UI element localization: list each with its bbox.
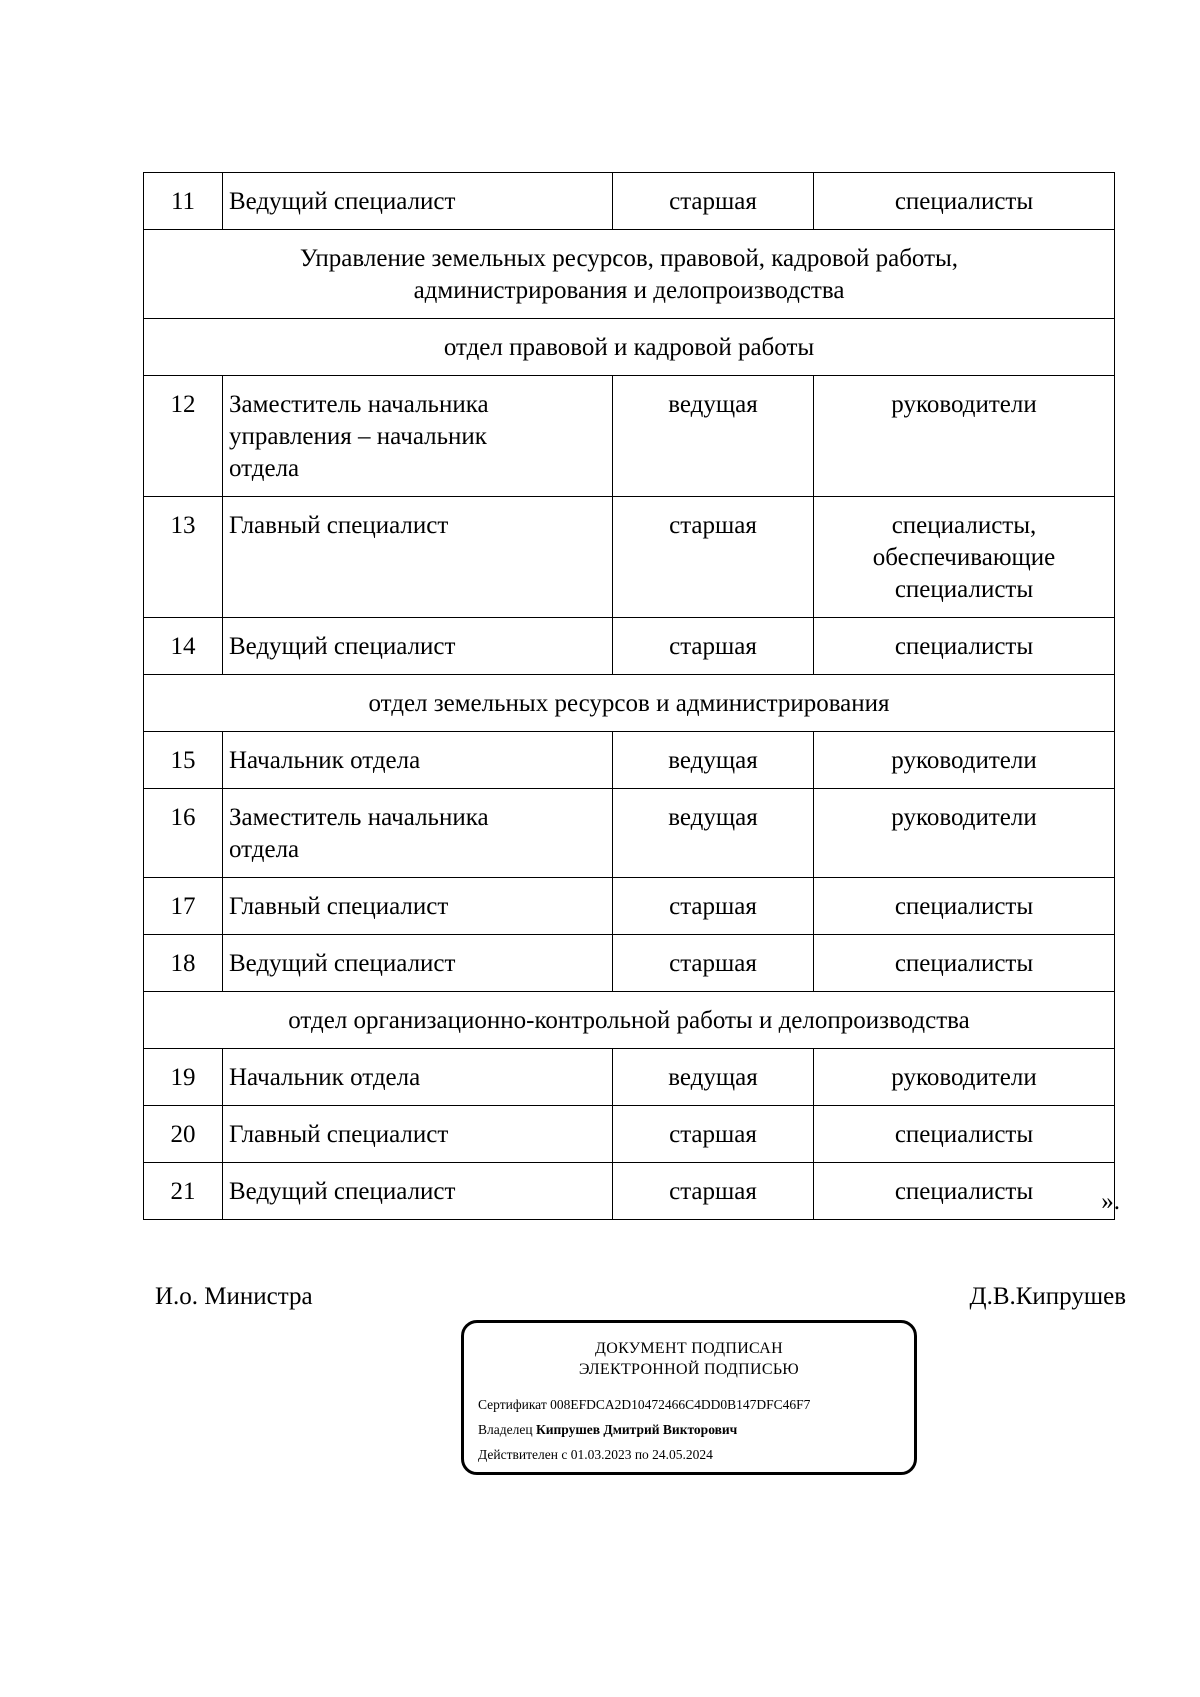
stamp-valid-from-label: с bbox=[561, 1447, 568, 1462]
table-row bbox=[144, 173, 1115, 230]
stamp-cert-label: Сертификат bbox=[478, 1397, 547, 1412]
stamp-title-line1: ДОКУМЕНТ ПОДПИСАН bbox=[595, 1340, 783, 1357]
position-name: Заместитель начальника отдела bbox=[223, 789, 613, 878]
position-name: Ведущий специалист bbox=[223, 618, 613, 675]
table-row bbox=[144, 1106, 1115, 1163]
position-group: старшая bbox=[613, 1106, 814, 1163]
table-row bbox=[144, 732, 1115, 789]
position-name: Ведущий специалист bbox=[223, 935, 613, 992]
table-row bbox=[144, 497, 1115, 618]
table-row bbox=[144, 935, 1115, 992]
stamp-valid-from: 01.03.2023 bbox=[570, 1447, 632, 1462]
signatory-position: И.о. Министра bbox=[155, 1283, 313, 1310]
stamp-valid-label: Действителен bbox=[478, 1447, 558, 1462]
position-name: Ведущий специалист bbox=[223, 1163, 613, 1220]
position-name: Ведущий специалист bbox=[223, 173, 613, 230]
stamp-owner-label: Владелец bbox=[478, 1422, 533, 1437]
closing-quote: ». bbox=[1101, 1188, 1120, 1215]
row-number: 12 bbox=[144, 376, 223, 497]
section-header-row bbox=[144, 319, 1115, 376]
table-row bbox=[144, 618, 1115, 675]
row-number: 14 bbox=[144, 618, 223, 675]
section-title: отдел правовой и кадровой работы bbox=[144, 319, 1115, 376]
position-name: Начальник отдела bbox=[223, 732, 613, 789]
row-number: 11 bbox=[144, 173, 223, 230]
electronic-signature-stamp bbox=[461, 1320, 917, 1475]
row-number: 17 bbox=[144, 878, 223, 935]
position-name: Начальник отдела bbox=[223, 1049, 613, 1106]
position-group: ведущая bbox=[613, 1049, 814, 1106]
stamp-certificate bbox=[478, 1392, 914, 1417]
stamp-cert-value: 008EFDCA2D10472466C4DD0B147DFC46F7 bbox=[550, 1397, 811, 1412]
position-category: руководители bbox=[814, 732, 1115, 789]
position-group: старшая bbox=[613, 497, 814, 618]
stamp-owner-value: Кипрушев Дмитрий Викторович bbox=[535, 1422, 738, 1437]
position-category: специалисты bbox=[814, 1163, 1115, 1220]
position-category: руководители bbox=[814, 376, 1115, 497]
section-title: отдел земельных ресурсов и администрирования bbox=[144, 675, 1115, 732]
row-number: 16 bbox=[144, 789, 223, 878]
position-category: специалисты bbox=[814, 1106, 1115, 1163]
position-group: старшая bbox=[613, 173, 814, 230]
position-group: ведущая bbox=[613, 732, 814, 789]
section-title: Управление земельных ресурсов, правовой, кадровой работы, администрирования и делопроизводства bbox=[144, 230, 1115, 319]
stamp-title bbox=[464, 1338, 914, 1380]
table-row bbox=[144, 878, 1115, 935]
section-header-row bbox=[144, 992, 1115, 1049]
row-number: 15 bbox=[144, 732, 223, 789]
table-row bbox=[144, 376, 1115, 497]
position-name: Главный специалист bbox=[223, 1106, 613, 1163]
table-row bbox=[144, 789, 1115, 878]
position-name: Главный специалист bbox=[223, 878, 613, 935]
section-header-row bbox=[144, 230, 1115, 319]
position-category: специалисты bbox=[814, 935, 1115, 992]
positions-table bbox=[143, 172, 1115, 1220]
position-group: старшая bbox=[613, 618, 814, 675]
row-number: 21 bbox=[144, 1163, 223, 1220]
stamp-validity bbox=[478, 1442, 914, 1467]
position-category: руководители bbox=[814, 1049, 1115, 1106]
stamp-valid-to: 24.05.2024 bbox=[652, 1447, 713, 1462]
position-category: руководители bbox=[814, 789, 1115, 878]
position-group: ведущая bbox=[613, 376, 814, 497]
position-group: старшая bbox=[613, 935, 814, 992]
stamp-title-line2: ЭЛЕКТРОННОЙ ПОДПИСЬЮ bbox=[578, 1361, 800, 1378]
row-number: 20 bbox=[144, 1106, 223, 1163]
position-category: специалисты, обеспечивающие специалисты bbox=[814, 497, 1115, 618]
position-category: специалисты bbox=[814, 878, 1115, 935]
position-name: Заместитель начальника управления – начальник отдела bbox=[223, 376, 613, 497]
table-row bbox=[144, 1163, 1115, 1220]
stamp-owner bbox=[478, 1417, 914, 1442]
position-category: специалисты bbox=[814, 173, 1115, 230]
row-number: 19 bbox=[144, 1049, 223, 1106]
row-number: 18 bbox=[144, 935, 223, 992]
position-category: специалисты bbox=[814, 618, 1115, 675]
section-title: отдел организационно-контрольной работы и делопроизводства bbox=[144, 992, 1115, 1049]
row-number: 13 bbox=[144, 497, 223, 618]
stamp-valid-to-label: по bbox=[634, 1447, 649, 1462]
table-row bbox=[144, 1049, 1115, 1106]
stamp-details bbox=[464, 1392, 914, 1467]
position-group: старшая bbox=[613, 878, 814, 935]
position-group: старшая bbox=[613, 1163, 814, 1220]
position-group: ведущая bbox=[613, 789, 814, 878]
signatory-name: Д.В.Кипрушев bbox=[969, 1283, 1126, 1310]
section-header-row bbox=[144, 675, 1115, 732]
position-name: Главный специалист bbox=[223, 497, 613, 618]
positions-table-body bbox=[144, 173, 1115, 1220]
